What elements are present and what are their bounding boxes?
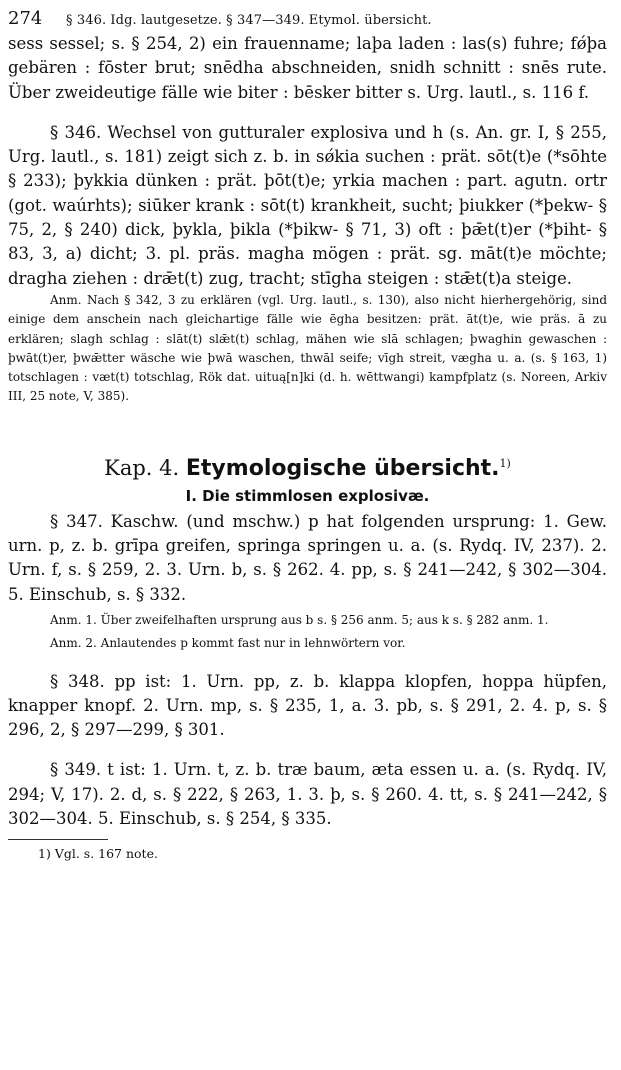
chapter-title: Etymologische übersicht. (185, 455, 500, 481)
note-347-2: Anm. 2. Anlautendes p kommt fast nur in lehnwörtern vor. (50, 636, 406, 651)
note-346: Anm. Nach § 342, 3 zu erklären (vgl. Urg. lautl., s. 130), also nicht hierhergehörig, sind einige dem anschein nach gleichartige fälle wie ēgha besitzen: prät. āt(t)e, wie präs. ā zu erklären; slagh schlag : slāt(t) slǣt(t) schlag, mähen wie slā schlagen; þwaghin gewaschen : þwāt(t)er, þwǣtter wäsche wie þwā waschen, thwāl seife; vīgh streit, vægha u. a. (s. § 163, 1) totschlagen : væt(t) totschlag, Rök dat. uituą[n]ki (d. h. wēttwangi) kampfplatz (s. Noreen, Arkiv III, 25 note, V, 385). (8, 292, 607, 404)
paragraph-continuation: sess sessel; s. § 254, 2) ein frauenname; laþa laden : las(s) fuhre; fǿþa gebären : fōster brut; snēdha abschneiden, snidh schnitt : snēs rute. Über zweideutige fälle wie biter : bēsker bitter s. Urg. lautl., s. 116 f. (8, 34, 607, 102)
paragraph-347: § 347. Kaschw. (und mschw.) p hat folgenden ursprung: 1. Gew. urn. p, z. b. grīpa greifen, springa springen u. a. (s. Rydq. IV, 237). 2. Urn. f, s. § 259, 2. 3. Urn. b, s. § 262. 4. pp, s. § 241—242, § 302—304. 5. Einschub, s. § 332. (8, 511, 607, 604)
running-head (8, 8, 607, 32)
chapter-number: Kap. 4. (104, 455, 180, 480)
footnote: 1) Vgl. s. 167 note. (38, 846, 158, 862)
page-number: 274 (8, 8, 43, 29)
section-title: I. Die stimmlosen explosivæ. (185, 486, 430, 505)
footnote-rule (8, 839, 108, 840)
paragraph-346: § 346. Wechsel von gutturaler explosiva und h (s. An. gr. I, § 255, Urg. lautl., s. 181) zeigt sich z. b. in sǿkia suchen : prät. sōt(t)e (*sōhte § 233); þykkia dünken : prät. þōt(t)e; yrkia machen : part. agutn. ortr (got. waúrhts); siūker krank : sōt(t) krankheit, sucht; þiukker (*þekw- § 75, 2, § 240) dick, þykla, þikla (*þikw- § 71, 3) oft : þǣt(t)er (*þiht- § 83, 3, a) dicht; 3. pl. präs. magha mögen : prät. sg. māt(t)e möchte; dragha ziehen : drǣt(t) zug, tracht; stīgha steigen : stǣt(t)a steige. (8, 122, 607, 288)
running-head-text: § 346. Idg. lautgesetze. § 347—349. Etymol. übersicht. (66, 13, 432, 28)
chapter-heading (8, 449, 607, 484)
note-347-1: Anm. 1. Über zweifelhaften ursprung aus b s. § 256 anm. 5; aus k s. § 282 anm. 1. (50, 612, 549, 627)
paragraph-349: § 349. t ist: 1. Urn. t, z. b. træ baum, æta essen u. a. (s. Rydq. IV, 294; V, 17). 2. d, s. § 222, § 263, 1. 3. þ, s. § 260. 4. tt, s. § 241—242, § 302—304. 5. Einschub, s. § 254, § 335. (8, 760, 607, 829)
paragraph-348: § 348. pp ist: 1. Urn. pp, z. b. klappa klopfen, hoppa hüpfen, knapper knopf. 2. Urn. mp, s. § 235, 1, a. 3. pb, s. § 291, 2. 4. p, s. § 296, 2, § 297—299, § 301. (8, 671, 607, 740)
footnote-marker: 1) (499, 456, 511, 470)
section-gap (8, 407, 607, 445)
